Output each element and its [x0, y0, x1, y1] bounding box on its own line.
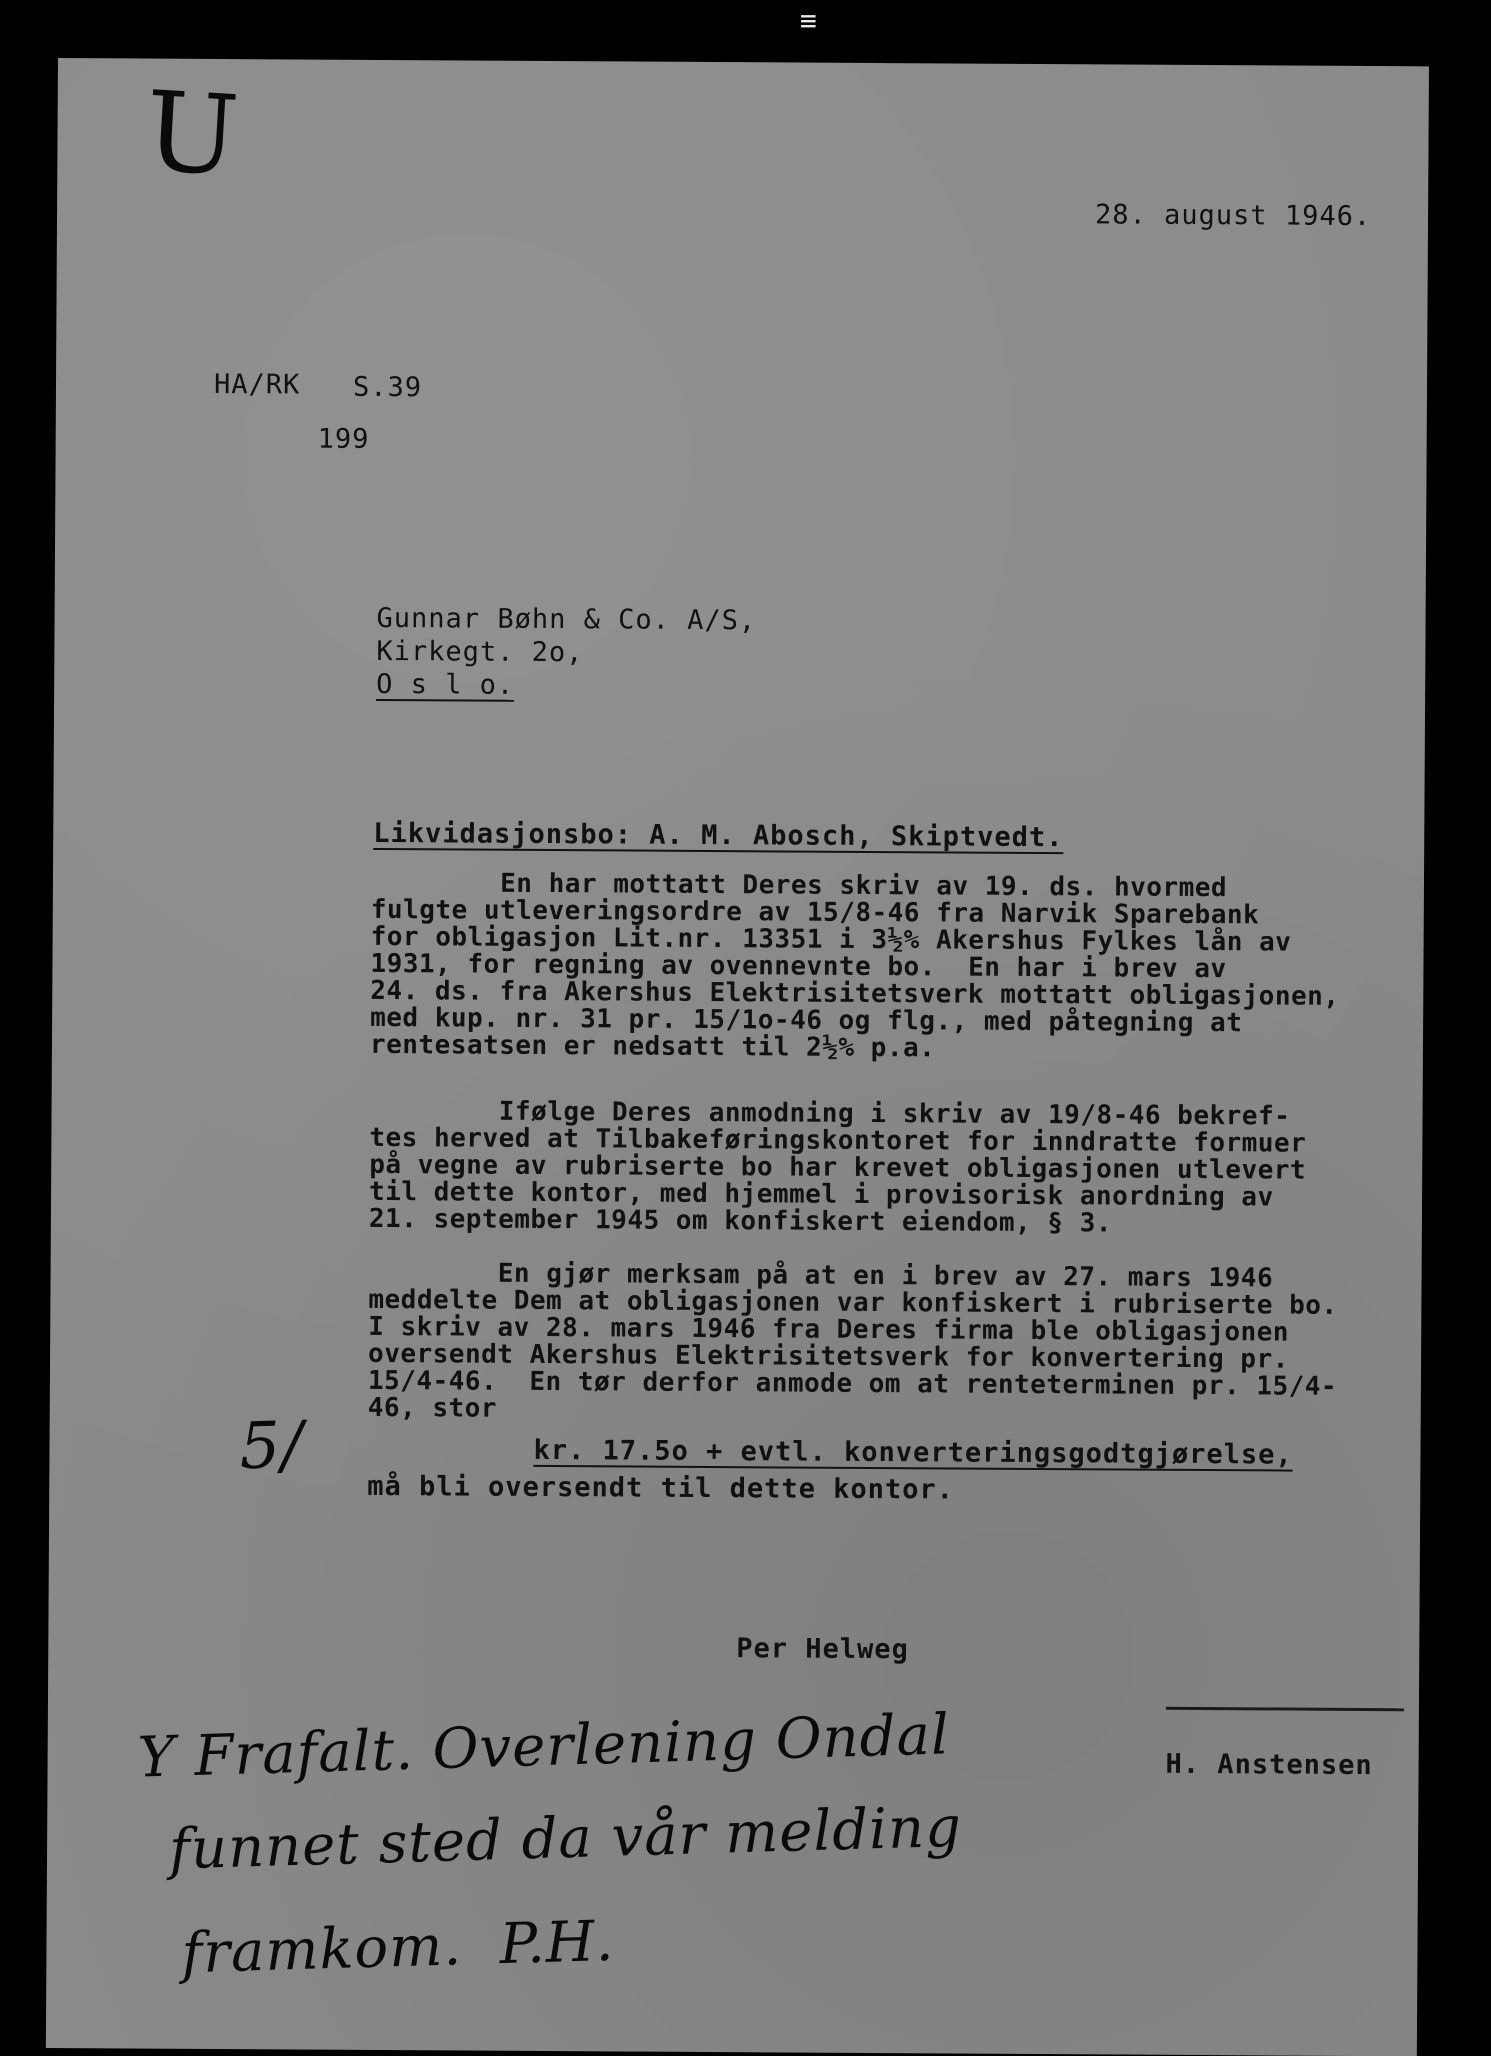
- handwritten-note-line-1: Y Frafalt. Overlening Ondal: [136, 1702, 951, 1791]
- amount-line: kr. 17.5o + evtl. konverteringsgodtgjørelse,: [533, 1434, 1293, 1471]
- signature-per-helweg: Per Helweg: [736, 1633, 909, 1666]
- body-paragraph-1: En har mottatt Deres skriv av 19. ds. hvormed fulgte utleveringsordre av 15/8-46 fra Narvik Sparebank for obligasjon Lit.nr. 13351 i 3½% Akershus Fylkes lån av 1931, for regning av ovennevnte bo. En har i brev av 24. ds. fra Akershus Elektrisitetsverk mottatt obligasjonen, med kup. nr. 31 pr. 15/1o-46 og flg., med påtegning at rentesatsen er nedsatt til 2½% p.a.: [369, 867, 1340, 1064]
- signature-line: [1166, 1707, 1404, 1711]
- handwritten-mark-top: U: [141, 67, 243, 201]
- recipient-line-1: Gunnar Bøhn & Co. A/S,: [376, 602, 757, 637]
- handwritten-margin-mark: 5/: [238, 1408, 305, 1485]
- handwritten-note-line-3: framkom. P.H.: [180, 1908, 616, 1987]
- recipient-city: O s l o.: [376, 668, 515, 701]
- signature-anstensen: H. Anstensen: [1165, 1748, 1373, 1782]
- body-paragraph-3: En gjør merksam på at en i brev av 27. mars 1946 meddelte Dem at obligasjonen var konfiskert i rubriserte bo. I skriv av 28. mars 1946 fra Deres firma ble obligasjonen oversendt Akershus Elektrisitetsverk for konvertering pr. 15/4-46. En tør derfor anmode om at renteterminen pr. 15/4- 46, stor: [367, 1257, 1338, 1424]
- body-paragraph-2: Ifølge Deres anmodning i skriv av 19/8-46 bekref- tes herved at Tilbakeføringskontoret for inndratte formuer på vegne av rubriserte bo har krevet obligasjonen utlevert til dette kontor, med hjemmel i provisorisk anordning av 21. september 1945 om konfiskert eiendom, § 3.: [368, 1095, 1307, 1239]
- document-page: [46, 58, 1429, 2056]
- letter-date: 28. august 1946.: [1094, 199, 1372, 233]
- reference-code: HA/RK: [213, 368, 301, 401]
- reference-number: 199: [317, 423, 370, 455]
- letter-subject: Likvidasjonsbo: A. M. Abosch, Skiptvedt.: [373, 817, 1064, 854]
- scan-mark-top: ≡: [800, 4, 817, 37]
- recipient-line-2: Kirkegt. 2o,: [376, 635, 584, 669]
- handwritten-note-line-2: funnet sted da vår melding: [168, 1794, 963, 1883]
- closing-line: må bli oversendt til dette kontor.: [367, 1470, 955, 1506]
- reference-section: S.39: [352, 371, 423, 404]
